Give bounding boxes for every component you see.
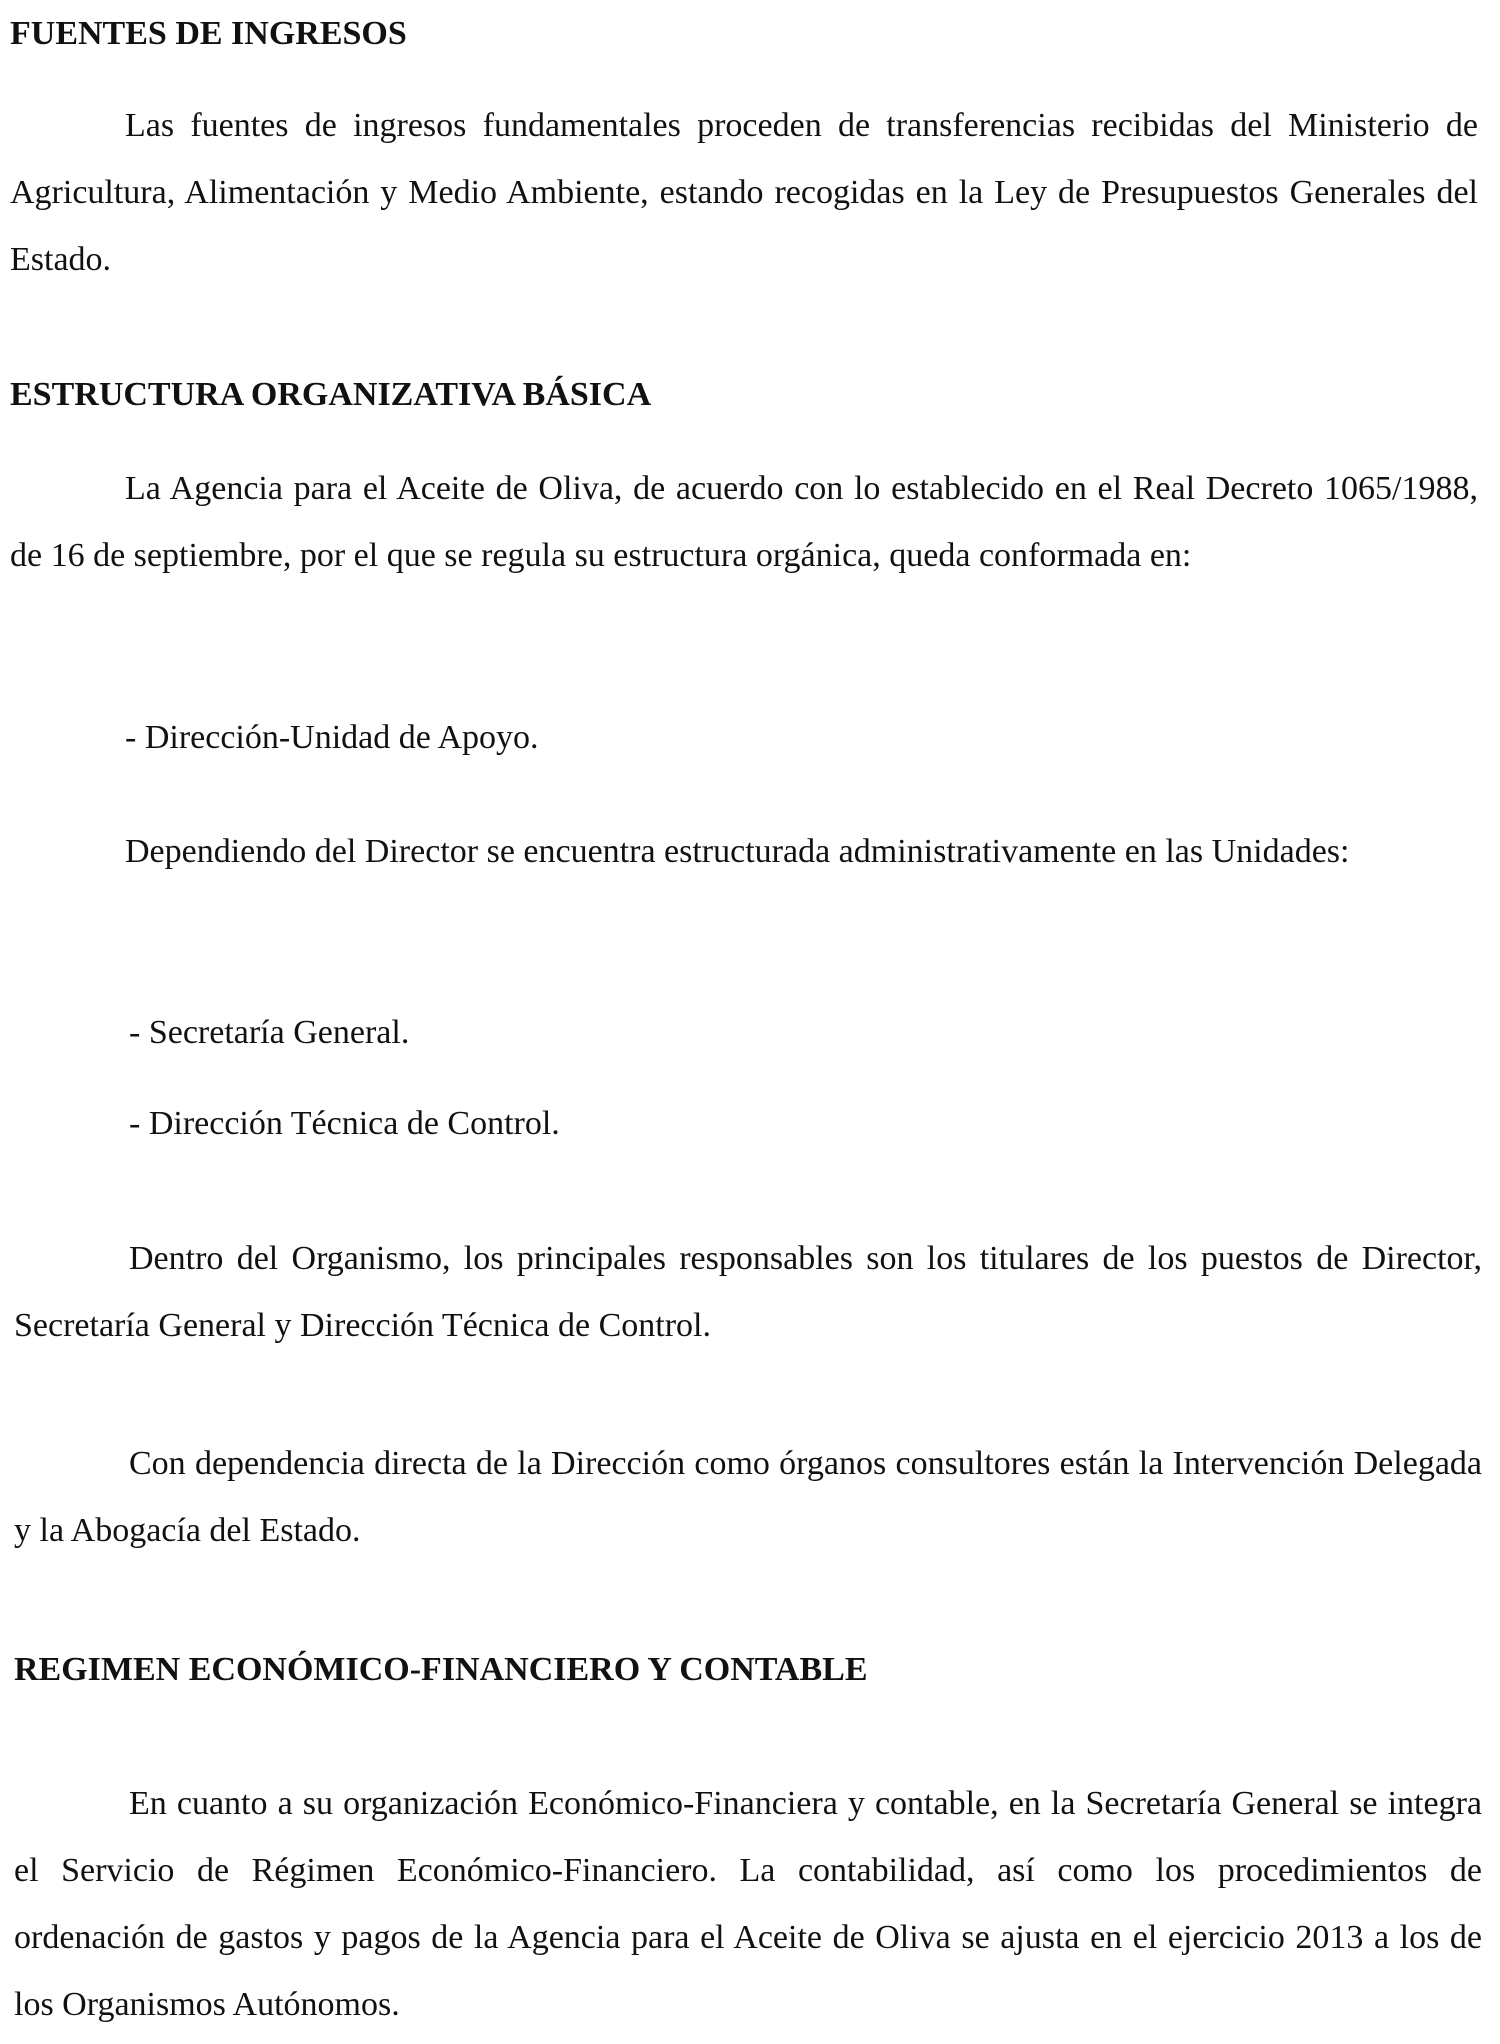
- heading-estructura-organizativa: ESTRUCTURA ORGANIZATIVA BÁSICA: [10, 376, 652, 413]
- heading-regimen-economico: REGIMEN ECONÓMICO-FINANCIERO Y CONTABLE: [14, 1651, 868, 1688]
- paragraph-agencia-estructura: La Agencia para el Aceite de Oliva, de acuerdo con lo establecido en el Real Decreto 1065/1988, de 16 de septiembre, por el que se regula su estructura orgánica, queda conformada en:: [10, 470, 1478, 574]
- paragraph-fuentes-de-ingresos: Las fuentes de ingresos fundamentales proceden de transferencias recibidas del Ministerio de Agricultura, Alimentación y Medio Ambiente, estando recogidas en la Ley de Presupuestos Generales del Estado.: [10, 107, 1478, 278]
- paragraph-principales-responsables: Dentro del Organismo, los principales responsables son los titulares de los puestos de Director, Secretaría General y Dirección Técnica de Control.: [14, 1240, 1482, 1344]
- list-item-direccion-unidad-apoyo: - Dirección-Unidad de Apoyo.: [125, 719, 539, 756]
- heading-fuentes-de-ingresos: FUENTES DE INGRESOS: [10, 15, 407, 52]
- list-item-direccion-tecnica-control: - Dirección Técnica de Control.: [129, 1105, 560, 1142]
- paragraph-organizacion-economico-financiera: En cuanto a su organización Económico-Financiera y contable, en la Secretaría General se integra el Servicio de Régimen Económico-Financiero. La contabilidad, así como los procedimientos de ordenación de gastos y pagos de la Agencia para el Aceite de Oliva se ajusta en el ejercicio 2013 a los de los Organismos Autónomos.: [14, 1785, 1482, 2023]
- paragraph-dependiendo-director: Dependiendo del Director se encuentra estructurada administrativamente en las Unidades:: [125, 833, 1350, 870]
- paragraph-organos-consultores: Con dependencia directa de la Dirección como órganos consultores están la Intervención Delegada y la Abogacía del Estado.: [14, 1445, 1482, 1549]
- list-item-secretaria-general: - Secretaría General.: [129, 1014, 410, 1051]
